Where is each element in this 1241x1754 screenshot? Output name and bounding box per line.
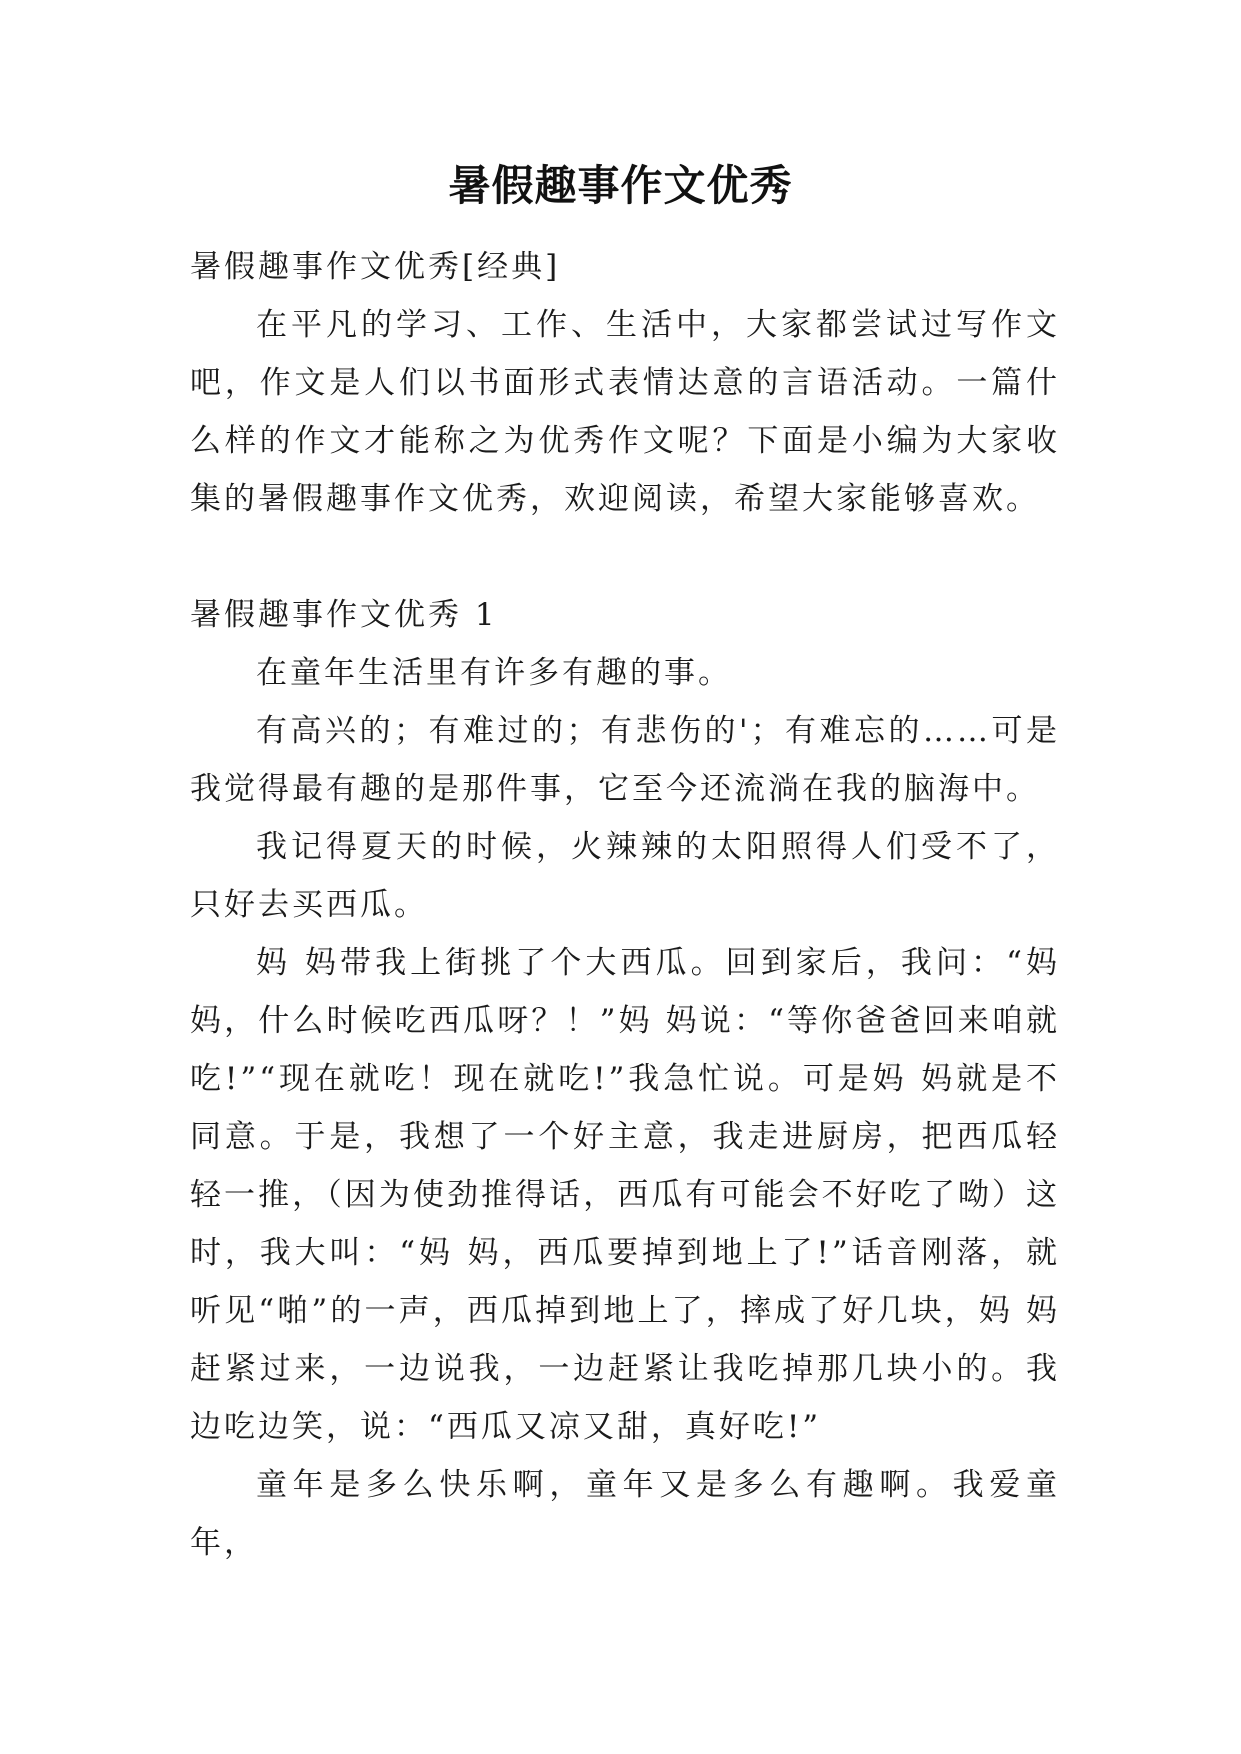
section-heading: 暑假趣事作文优秀 1 — [190, 597, 498, 633]
intro-paragraph: 在平凡的学习、工作、生活中，大家都尝试过写作文吧，作文是人们以书面形式表情达意的言语活动。一篇什么样的作文才能称之为优秀作文呢？下面是小编为大家收集的暑假趣事作文优秀，欢迎阅读，希望大家能够喜欢。 — [190, 307, 1060, 517]
body-paragraph: 妈 妈带我上街挑了个大西瓜。回到家后，我问：“妈妈，什么时候吃西瓜呀？！”妈 妈说：“等你爸爸回来咱就吃!”“现在就吃！现在就吃!”我急忙说。可是妈 妈就是不同意。于是，我想了一个好主意，我走进厨房，把西瓜轻轻一推，（因为使劲推得话，西瓜有可能会不好吃了呦）这时，我大叫：“妈 妈，西瓜要掉到地上了!”话音刚落，就听见“啪”的一声，西瓜掉到地上了，摔成了好几块，妈 妈赶紧过来，一边说我，一边赶紧让我吃掉那几块小的。我边吃边笑，说：“西瓜又凉又甜，真好吃!” — [190, 945, 1060, 1445]
body-paragraph: 在童年生活里有许多有趣的事。 — [256, 655, 732, 691]
document-subtitle: 暑假趣事作文优秀[经典] — [190, 249, 561, 285]
document-body — [190, 238, 1060, 1572]
document-title: 暑假趣事作文优秀 — [448, 161, 793, 210]
body-paragraph: 我记得夏天的时候，火辣辣的太阳照得人们受不了，只好去买西瓜。 — [190, 829, 1060, 923]
body-paragraph: 童年是多么快乐啊，童年又是多么有趣啊。我爱童年， — [190, 1467, 1060, 1561]
section-spacer — [190, 528, 1060, 586]
body-paragraph: 有高兴的；有难过的；有悲伤的'；有难忘的……可是我觉得最有趣的是那件事，它至今还流淌在我的脑海中。 — [190, 713, 1060, 807]
